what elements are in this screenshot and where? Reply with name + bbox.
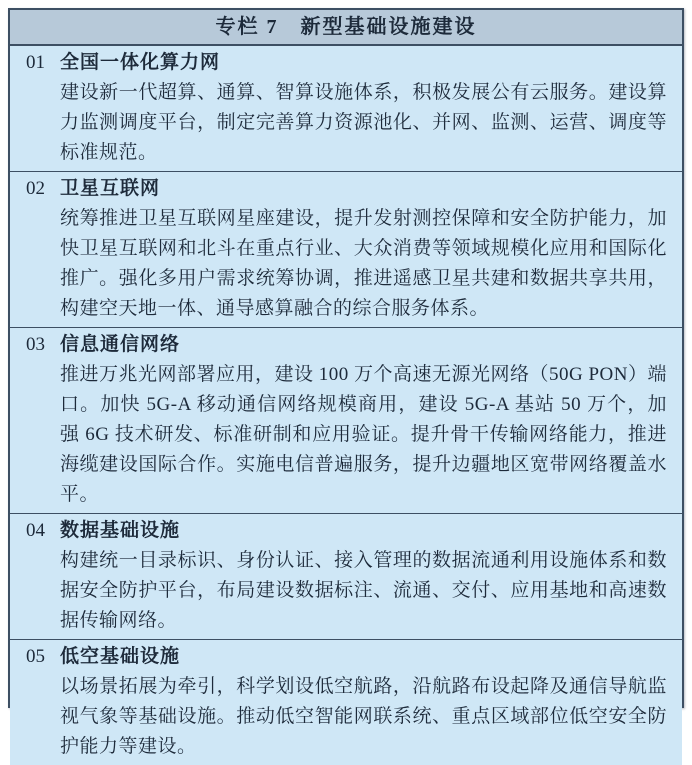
section-text: 构建统一目录标识、身份认证、接入管理的数据流通利用设施体系和数据安全防护平台，布局建设数据标注、流通、交付、应用基地和高速数据传输网络。	[60, 550, 667, 631]
panel-title: 专栏 7 新型基础设施建设	[215, 16, 477, 38]
section-title: 全国一体化算力网	[60, 52, 221, 73]
section-row	[10, 513, 682, 639]
section-number: 04	[26, 520, 45, 541]
section-title: 卫星互联网	[60, 178, 161, 199]
section-number: 02	[26, 178, 45, 199]
section-content	[60, 516, 682, 636]
section-text: 以场景拓展为牵引，科学划设低空航路，沿航路布设起降及通信导航监视气象等基础设施。推动低空智能网联系统、重点区域部位低空安全防护能力等建设。	[60, 676, 667, 757]
section-row	[10, 171, 682, 327]
panel-header	[10, 10, 682, 46]
section-number: 05	[26, 646, 45, 667]
section-content	[60, 330, 682, 510]
section-content	[60, 174, 682, 324]
section-row	[10, 327, 682, 513]
section-text: 统筹推进卫星互联网星座建设，提升发射测控保障和安全防护能力，加快卫星互联网和北斗在重点行业、大众消费等领域规模化应用和国际化推广。强化多用户需求统筹协调，推进遥感卫星共建和数据共享共用，构建空天地一体、通导感算融合的综合服务体系。	[60, 208, 667, 319]
section-number: 01	[26, 52, 45, 73]
section-title: 信息通信网络	[60, 334, 181, 355]
section-content	[60, 48, 682, 168]
section-text: 建设新一代超算、通算、智算设施体系，积极发展公有云服务。建设算力监测调度平台，制定完善算力资源池化、并网、监测、运营、调度等标准规范。	[60, 82, 667, 163]
panel-body	[10, 46, 682, 765]
section-title: 低空基础设施	[60, 646, 181, 667]
section-row	[10, 639, 682, 765]
section-number: 03	[26, 334, 45, 355]
infobox-panel	[8, 8, 684, 757]
section-title: 数据基础设施	[60, 520, 181, 541]
section-content	[60, 642, 682, 762]
section-row	[10, 46, 682, 171]
section-text: 推进万兆光网部署应用，建设 100 万个高速无源光网络（50G PON）端口。加快 5G‑A 移动通信网络规模商用，建设 5G‑A 基站 50 万个，加强 6G 技术研发、标准研制和应用验证。提升骨干传输网络能力，推进海缆建设国际合作。实施电信普遍服务，提升边疆地区宽带网络覆盖水平。	[60, 364, 667, 505]
